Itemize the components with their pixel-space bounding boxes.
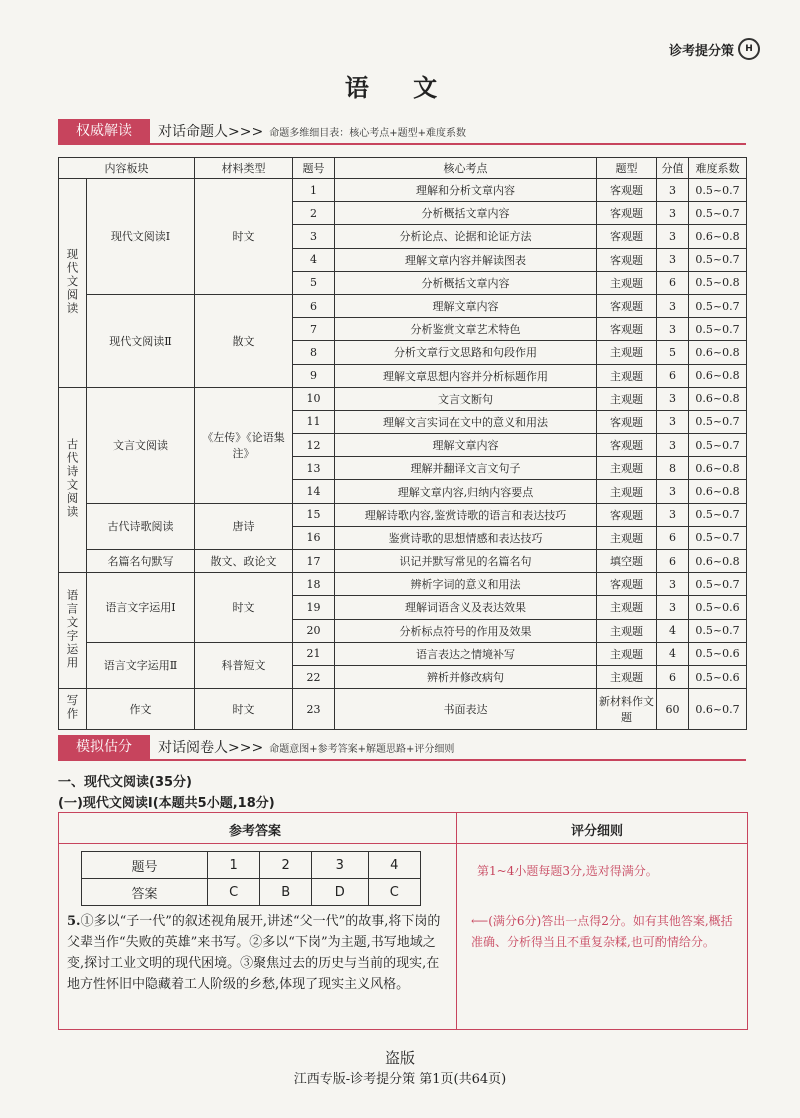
core-point: 语言表达之情境补写 (335, 642, 597, 665)
question-type: 主观题 (597, 480, 657, 503)
core-point: 理解文章内容并解读图表 (335, 248, 597, 271)
choice-header-cell: 1 (207, 852, 259, 879)
difficulty: 0.6~0.8 (689, 387, 747, 410)
score: 3 (657, 248, 689, 271)
question-type: 主观题 (597, 526, 657, 549)
score: 3 (657, 202, 689, 225)
question-number: 5 (293, 271, 335, 294)
col-header: 核心考点 (335, 158, 597, 179)
question-number: 22 (293, 665, 335, 688)
question-type: 主观题 (597, 271, 657, 294)
question-number: 13 (293, 457, 335, 480)
reference-answer-title: 参考答案 (229, 824, 282, 839)
choice-answer-cell: C (207, 879, 259, 906)
difficulty: 0.6~0.8 (689, 364, 747, 387)
material-type: 时文 (195, 573, 293, 643)
content-module: 现代文阅读Ⅰ (87, 179, 195, 295)
question-number: 8 (293, 341, 335, 364)
choice-header-cell: 题号 (82, 852, 208, 879)
score: 3 (657, 387, 689, 410)
difficulty: 0.5~0.6 (689, 642, 747, 665)
content-module: 现代文阅读Ⅱ (87, 294, 195, 387)
score: 60 (657, 689, 689, 730)
question-number: 6 (293, 294, 335, 317)
score: 4 (657, 642, 689, 665)
core-point: 理解文章内容 (335, 434, 597, 457)
question-type: 新材料作文题 (597, 689, 657, 730)
material-type: 唐诗 (195, 503, 293, 549)
material-type: 《左传》《论语集注》 (195, 387, 293, 503)
question-type: 客观题 (597, 318, 657, 341)
banner-authoritative (58, 119, 746, 145)
question-number: 12 (293, 434, 335, 457)
core-point: 理解并翻译文言文句子 (335, 457, 597, 480)
table-row (59, 179, 747, 202)
question-number: 10 (293, 387, 335, 410)
question-number: 11 (293, 410, 335, 433)
difficulty: 0.5~0.7 (689, 503, 747, 526)
material-type: 科普短文 (195, 642, 293, 688)
question-type: 主观题 (597, 341, 657, 364)
choice-answer-table (81, 851, 421, 906)
content-group: 现代文阅读 (59, 179, 87, 388)
scoring-rules-title: 评分细则 (571, 824, 624, 839)
choice-answer-cell: D (312, 879, 368, 906)
score: 6 (657, 364, 689, 387)
scoring-note-q5 (471, 911, 741, 953)
score: 5 (657, 341, 689, 364)
difficulty: 0.6~0.8 (689, 457, 747, 480)
table-row (59, 550, 747, 573)
difficulty: 0.5~0.7 (689, 573, 747, 596)
col-header: 分值 (657, 158, 689, 179)
difficulty: 0.5~0.7 (689, 619, 747, 642)
question-type: 客观题 (597, 410, 657, 433)
table-row (59, 503, 747, 526)
score: 3 (657, 434, 689, 457)
material-type: 时文 (195, 179, 293, 295)
question-type: 客观题 (597, 294, 657, 317)
table-row (59, 689, 747, 730)
choice-answer-cell: B (260, 879, 312, 906)
footer-page-info: 江西专版-诊考提分策 第1页(共64页) (293, 1072, 507, 1087)
question-number: 9 (293, 364, 335, 387)
difficulty: 0.5~0.7 (689, 526, 747, 549)
difficulty: 0.5~0.7 (689, 318, 747, 341)
score: 3 (657, 179, 689, 202)
question-number: 23 (293, 689, 335, 730)
question-number: 21 (293, 642, 335, 665)
difficulty: 0.6~0.7 (689, 689, 747, 730)
question-number: 19 (293, 596, 335, 619)
material-type: 时文 (195, 689, 293, 730)
table-row (59, 387, 747, 410)
content-group: 写作 (59, 689, 87, 730)
core-point: 理解文言实词在文中的意义和用法 (335, 410, 597, 433)
score: 6 (657, 665, 689, 688)
content-module: 古代诗歌阅读 (87, 503, 195, 549)
banner-main: 对话命题人>>> (158, 124, 264, 140)
content-group: 古代诗文阅读 (59, 387, 87, 573)
core-point: 理解文章思想内容并分析标题作用 (335, 364, 597, 387)
question-type: 主观题 (597, 596, 657, 619)
material-type: 散文 (195, 294, 293, 387)
question-number: 16 (293, 526, 335, 549)
question-number: 14 (293, 480, 335, 503)
content-module: 文言文阅读 (87, 387, 195, 503)
difficulty: 0.5~0.6 (689, 665, 747, 688)
difficulty: 0.6~0.8 (689, 480, 747, 503)
difficulty: 0.6~0.8 (689, 341, 747, 364)
question-number: 7 (293, 318, 335, 341)
question-number: 18 (293, 573, 335, 596)
core-point: 分析概括文章内容 (335, 271, 597, 294)
question-type: 主观题 (597, 665, 657, 688)
score: 3 (657, 225, 689, 248)
core-point: 书面表达 (335, 689, 597, 730)
question-type: 客观题 (597, 248, 657, 271)
score: 3 (657, 318, 689, 341)
core-point: 理解文章内容 (335, 294, 597, 317)
score: 3 (657, 596, 689, 619)
choice-header-cell: 2 (260, 852, 312, 879)
content-module: 语言文字运用Ⅰ (87, 573, 195, 643)
banner-tag: 权威解读 (58, 119, 150, 143)
question-number: 15 (293, 503, 335, 526)
arrow-left-icon: ⟵ (471, 914, 489, 928)
question-number: 2 (293, 202, 335, 225)
core-point: 识记并默写常见的名篇名句 (335, 550, 597, 573)
question-type: 主观题 (597, 619, 657, 642)
score: 3 (657, 503, 689, 526)
col-header: 难度系数 (689, 158, 747, 179)
score: 6 (657, 550, 689, 573)
core-point: 理解词语含义及表达效果 (335, 596, 597, 619)
core-point: 文言文断句 (335, 387, 597, 410)
core-point: 分析文章行文思路和句段作用 (335, 341, 597, 364)
answer-box (58, 812, 748, 1030)
scoring-note-q5-text: (满分6分)答出一点得2分。如有其他答案,概括准确、分析得当且不重复杂糅,也可酌情给分。 (471, 914, 733, 949)
scoring-note-choice: 第1~4小题每题3分,选对得满分。 (477, 864, 658, 878)
difficulty: 0.5~0.7 (689, 179, 747, 202)
question-number: 5. (67, 914, 81, 929)
question-type: 主观题 (597, 387, 657, 410)
choice-answer-cell: C (368, 879, 420, 906)
table-row (59, 294, 747, 317)
spec-table (58, 157, 747, 730)
core-point: 分析标点符号的作用及效果 (335, 619, 597, 642)
subsection-heading: (一)现代文阅读Ⅰ(本题共5小题,18分) (58, 796, 275, 811)
difficulty: 0.5~0.7 (689, 248, 747, 271)
footer (0, 1047, 800, 1087)
score: 6 (657, 271, 689, 294)
content-module: 作文 (87, 689, 195, 730)
banner-main: 对话阅卷人>>> (158, 740, 264, 756)
content-module: 语言文字运用Ⅱ (87, 642, 195, 688)
question-type: 客观题 (597, 225, 657, 248)
question-type: 主观题 (597, 642, 657, 665)
footer-stamp: 盗版 (384, 1049, 415, 1067)
core-point: 理解文章内容,归纳内容要点 (335, 480, 597, 503)
core-point: 辨析并修改病句 (335, 665, 597, 688)
score: 8 (657, 457, 689, 480)
question-type: 填空题 (597, 550, 657, 573)
question-type: 客观题 (597, 179, 657, 202)
difficulty: 0.5~0.7 (689, 434, 747, 457)
question-type: 客观题 (597, 202, 657, 225)
question-type: 客观题 (597, 503, 657, 526)
score: 3 (657, 573, 689, 596)
material-type: 散文、政论文 (195, 550, 293, 573)
score: 4 (657, 619, 689, 642)
score: 3 (657, 410, 689, 433)
table-row (59, 642, 747, 665)
question-type: 主观题 (597, 364, 657, 387)
question-number: 20 (293, 619, 335, 642)
col-header: 题型 (597, 158, 657, 179)
content-module: 名篇名句默写 (87, 550, 195, 573)
core-point: 鉴赏诗歌的思想情感和表达技巧 (335, 526, 597, 549)
score: 6 (657, 526, 689, 549)
difficulty: 0.5~0.8 (689, 271, 747, 294)
score: 3 (657, 294, 689, 317)
question-number: 4 (293, 248, 335, 271)
banner-simulation (58, 735, 746, 761)
content-group: 语言文字运用 (59, 573, 87, 689)
question-number: 17 (293, 550, 335, 573)
choice-header-cell: 4 (368, 852, 420, 879)
banner-sub: 命题多维细目表：核心考点+题型+难度系数 (269, 127, 466, 139)
difficulty: 0.5~0.7 (689, 410, 747, 433)
core-point: 理解和分析文章内容 (335, 179, 597, 202)
score: 3 (657, 480, 689, 503)
difficulty: 0.6~0.8 (689, 550, 747, 573)
question-5-text: ①多以“子一代”的叙述视角展开,讲述“父一代”的故事,将下岗的父辈当作“失败的英雄”来书写。②多以“下岗”为主题,书写地域之变,探讨工业文明的现代困境。③聚焦过去的历史与当前的现实,在地方性怀旧中隐藏着工人阶级的乡愁,体现了现实主义风格。 (67, 914, 441, 992)
page-title: 语 文 (344, 73, 456, 102)
table-row (59, 573, 747, 596)
brand-text: 诊考提分策 (668, 43, 734, 59)
difficulty: 0.6~0.8 (689, 225, 747, 248)
core-point: 分析鉴赏文章艺术特色 (335, 318, 597, 341)
question-type: 客观题 (597, 434, 657, 457)
banner-tag: 模拟估分 (58, 735, 150, 759)
core-point: 辨析字词的意义和用法 (335, 573, 597, 596)
col-header: 材料类型 (195, 158, 293, 179)
question-type: 主观题 (597, 457, 657, 480)
question-number: 1 (293, 179, 335, 202)
choice-header-cell: 3 (312, 852, 368, 879)
section-heading: 一、现代文阅读(35分) (58, 775, 192, 790)
choice-answer-cell: 答案 (82, 879, 208, 906)
core-point: 理解诗歌内容,鉴赏诗歌的语言和表达技巧 (335, 503, 597, 526)
banner-sub: 命题意图+参考答案+解题思路+评分细则 (269, 743, 455, 755)
difficulty: 0.5~0.7 (689, 202, 747, 225)
core-point: 分析概括文章内容 (335, 202, 597, 225)
question-number: 3 (293, 225, 335, 248)
question-5-answer (67, 911, 447, 995)
difficulty: 0.5~0.7 (689, 294, 747, 317)
col-header: 内容板块 (59, 158, 195, 179)
brand (669, 38, 760, 60)
question-type: 客观题 (597, 573, 657, 596)
col-header: 题号 (293, 158, 335, 179)
difficulty: 0.5~0.6 (689, 596, 747, 619)
core-point: 分析论点、论据和论证方法 (335, 225, 597, 248)
brand-logo-icon: H (738, 38, 760, 60)
